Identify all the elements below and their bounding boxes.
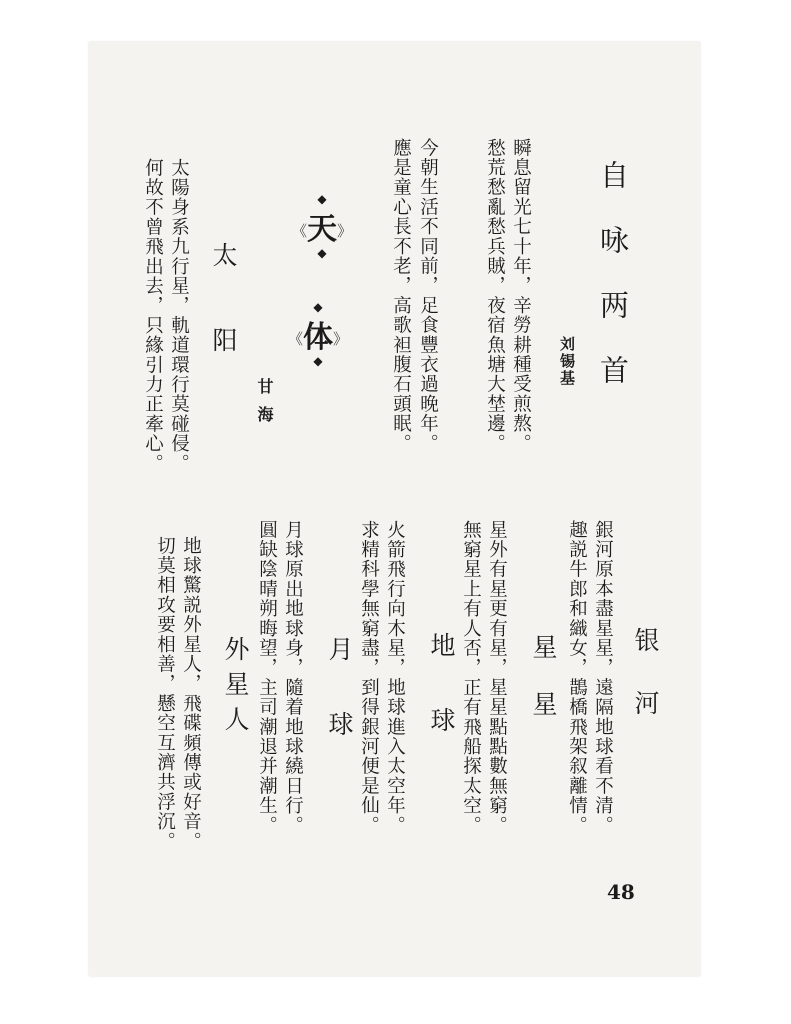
chevron-left-icon: 《 xyxy=(291,222,307,240)
poem-line: 地球驚説外星人，飛碟頻傳或好音。 xyxy=(180,536,202,852)
chevron-right-icon: 》 xyxy=(333,330,349,348)
poem-line: 瞬息留光七十年，辛勞耕種受煎熬。 xyxy=(510,138,532,454)
chevron-left-icon: 《 xyxy=(287,330,303,348)
bleed-through-texture xyxy=(559,82,583,502)
poem-line: 月球原出地球身，隨着地球繞日行。 xyxy=(282,520,304,836)
poem-line: 愁荒愁亂愁兵賊，夜宿魚塘大埜邊。 xyxy=(484,138,506,454)
poem-title-xingxing: 星星 xyxy=(529,634,558,748)
diamond-ornament-icon: ◆ xyxy=(317,192,327,206)
poem-line: 求精科學無窮盡，到得銀河便是仙。 xyxy=(358,520,380,836)
poem-title-yinhe: 银河 xyxy=(631,627,660,753)
page-number: 48 xyxy=(607,880,635,904)
book-page xyxy=(89,42,700,976)
poem-line: 無窮星上有人否，正有飛船探太空。 xyxy=(460,520,482,836)
poem-line: 今朝生活不同前，足食豐衣過晚年。 xyxy=(417,138,439,454)
section-heading-ti: ◆ 《体》 ◆ xyxy=(283,302,353,366)
poem-line: 太陽身系九行星，軌道環行莫碰侵。 xyxy=(168,158,190,474)
diamond-ornament-icon: ◆ xyxy=(313,300,323,314)
poem-line: 應是童心長不老，高歌袒腹石頭眠。 xyxy=(390,138,412,454)
poem-line: 圓缺陰晴朔晦望，主司潮退并潮生。 xyxy=(256,520,278,836)
section-heading-tian: ◆ 《天》 ◆ xyxy=(287,194,357,258)
poem-title-ziyong: 自咏两首 xyxy=(596,160,630,420)
poem-title-diqiu: 地球 xyxy=(427,632,456,782)
poem-line: 星外有星更有星，星星點點數無窮。 xyxy=(486,520,508,836)
poem-title-taiyang: 太阳 xyxy=(209,242,238,412)
poem-line: 何故不曾飛出去，只緣引力正牽心。 xyxy=(142,158,164,474)
poem-author-liu: 刘锡基 xyxy=(558,336,576,387)
poem-line: 火箭飛行向木星，地球進入太空年。 xyxy=(384,520,406,836)
poem-line: 切莫相攻要相善，懸空互濟共浮沉。 xyxy=(154,536,176,852)
diamond-ornament-icon: ◆ xyxy=(317,246,327,260)
poem-title-waixingren: 外星人 xyxy=(221,636,250,741)
poem-line: 銀河原本盡星星，遠隔地球看不清。 xyxy=(592,520,614,836)
section-author-ganhai: 甘海 xyxy=(255,378,274,434)
diamond-ornament-icon: ◆ xyxy=(313,354,323,368)
poem-line: 趣説牛郎和織女，鵲橋飛架叙離情。 xyxy=(566,520,588,836)
poem-title-yueqiu: 月球 xyxy=(325,636,354,786)
chevron-right-icon: 》 xyxy=(337,222,353,240)
